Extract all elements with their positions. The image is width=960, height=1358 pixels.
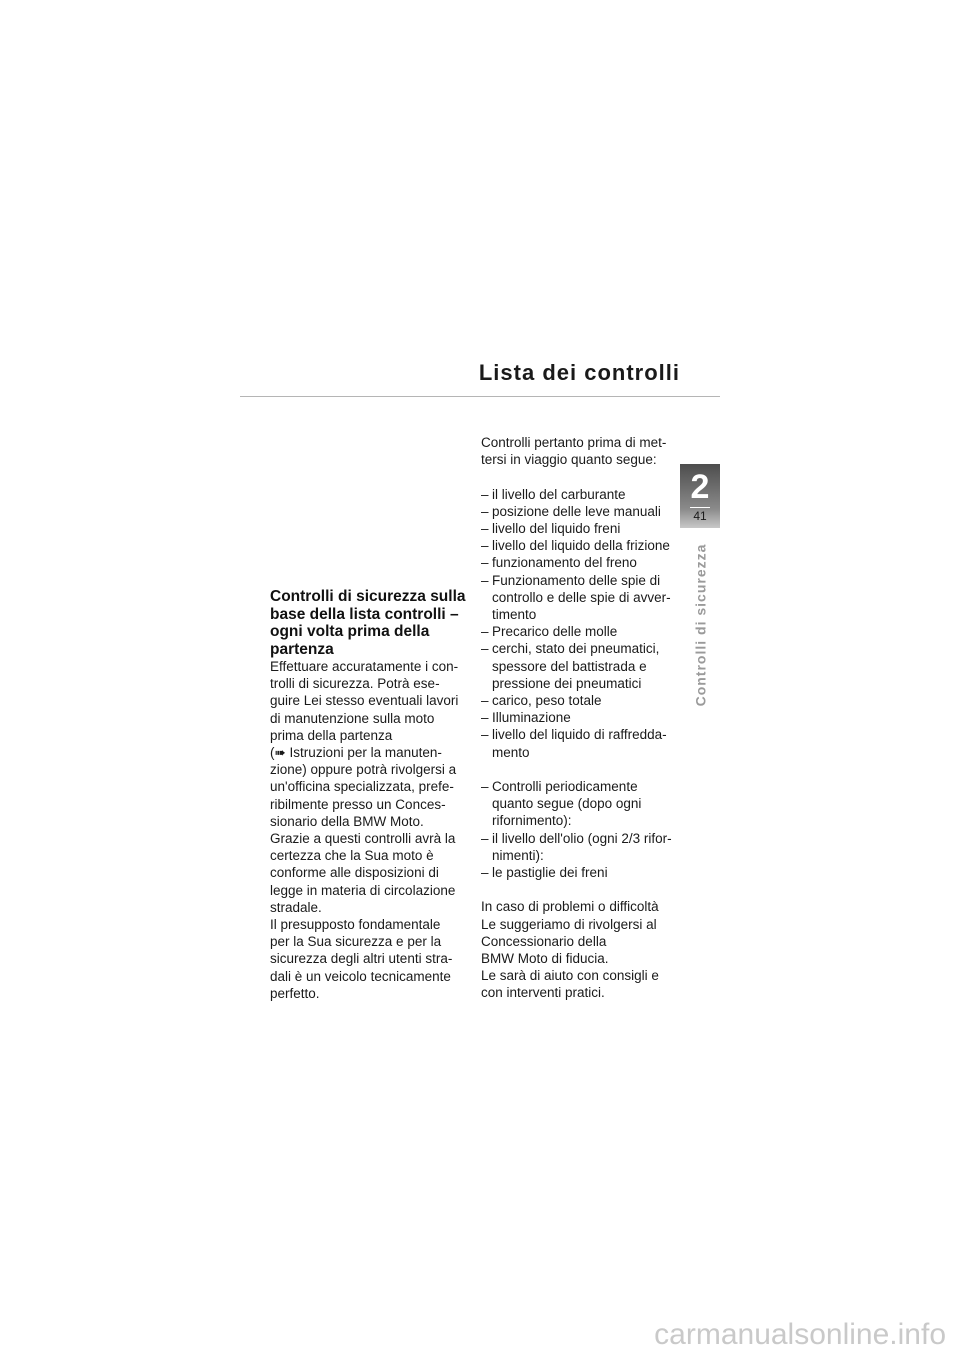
page-number: 41 [693,509,707,523]
list-item: – cerchi, stato dei pneumatici, spessore del battistrada e pressione dei pneumatici [481,641,660,691]
chapter-side-label [688,540,712,710]
list-item: – il livello dell'olio (ogni 2/3 rifor- nimenti): [481,830,672,863]
closing-paragraph: In caso di problemi o difficoltà Le suggeriamo di rivolgersi al Concessionario della BMW Moto di fiducia. Le sarà di aiuto con consigli e con interventi pratici. [481,899,659,1001]
list-item: – Illuminazione [481,710,571,726]
list-item: – livello del liquido freni [481,521,621,536]
watermark: carmanualsonline.info [654,1318,946,1351]
list-item: – livello del liquido della frizione [481,538,670,554]
list-item: – posizione delle leve manuali [481,503,661,519]
list-item: – Funzionamento delle spie di controllo e delle spie di avver- timento [481,572,671,623]
list-item: – funzionamento del freno [481,555,637,571]
list-item: – livello del liquido di raffredda- mento [481,727,667,760]
list-item: – carico, peso totale [481,693,602,709]
chapter-divider [690,507,710,508]
checklist-intro: Controlli pertanto prima di met- tersi in viaggio quanto segue: [481,435,667,468]
section-heading: Controlli di sicurezza sulla base della lista controlli – ogni volta prima della partenza [270,588,466,658]
checklist [481,486,686,761]
chapter-number: 2 [690,468,710,506]
title-divider [240,396,720,397]
list-item: – Controlli periodicamente quanto segue (dopo ogni rifornimento): [481,779,642,829]
list-item: – le pastiglie dei freni [481,865,608,881]
right-column [481,434,686,1002]
left-column [270,588,470,1002]
list-item: – Precarico delle molle [481,624,618,640]
intro-paragraph: Effettuare accuratamente i con- trolli di sicurezza. Potrà ese- guire Lei stesso eventuali lavori di manutenzione sulla moto prima della partenza (➠ Istruzioni per la manuten- zione) oppure potrà rivolgersi a un'officina specializzata, prefe- ribilmente presso un Conces- sionario della BMW Moto. Grazie a questi controlli avrà la certezza che la Sua moto è conforme alle disposizioni di legge in materia di circolazione stradale. Il presupposto fondamentale per la Sua sicurezza e per la sicurezza degli altri utenti stra- dali è un veicolo tecnicamente perfetto. [270,659,459,1001]
chapter-side-label-text: Controlli di sicurezza [692,543,708,707]
page-title: Lista dei controlli [478,360,680,385]
list-item: – il livello del carburante [481,486,626,502]
periodic-checklist [481,778,686,881]
